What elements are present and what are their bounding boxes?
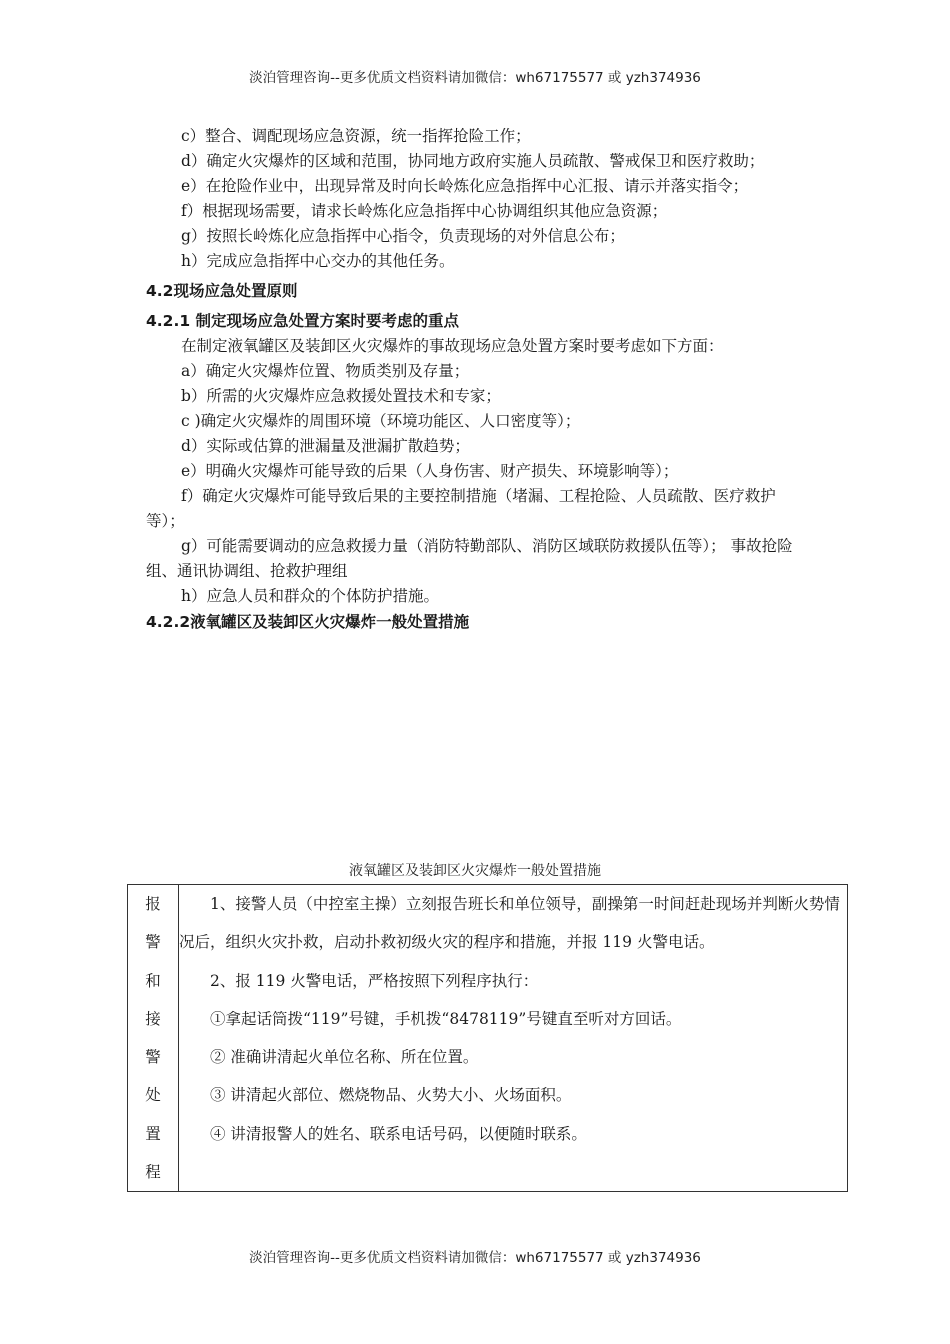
list-item: f）确定火灾爆炸可能导致后果的主要控制措施（堵漏、工程抢险、人员疏散、医疗救护等）；: [146, 487, 776, 530]
side-label-char: 接: [145, 1009, 161, 1028]
procedure-step: ④ 讲清报警人的姓名、联系电话号码，以便随时联系。: [210, 1124, 587, 1143]
document-body: [146, 124, 812, 635]
procedure-step: ①拿起话筒拨“119”号键，手机拨“8478119”号键直至听对方回话。: [210, 1009, 682, 1028]
side-label-char: 报: [145, 895, 161, 913]
side-label-cell: [128, 885, 179, 1192]
table-row: [128, 885, 848, 1192]
list-item: d）实际或估算的泄漏量及泄漏扩散趋势；: [181, 437, 470, 455]
procedure-step: ③ 讲清起火部位、燃烧物品、火势大小、火场面积。: [210, 1086, 572, 1105]
side-label-char: 程: [145, 1163, 161, 1182]
procedure-step: ② 准确讲清起火单位名称、所在位置。: [210, 1048, 479, 1067]
side-label-char: 和: [145, 971, 161, 990]
list-item: g）可能需要调动的应急救援力量（消防特勤部队、消防区域联防救援队伍等）； 事故抢险组、通讯协调组、抢救护理组: [146, 537, 793, 580]
procedure-paragraph: 2、报 119 火警电话，严格按照下列程序执行：: [210, 971, 539, 990]
section-heading-4-2-1: 4.2.1 制定现场应急处置方案时要考虑的重点: [146, 312, 460, 330]
side-label-char: 处: [145, 1086, 161, 1105]
list-item: e）明确火灾爆炸可能导致的后果（人身伤害、财产损失、环境影响等）；: [181, 462, 679, 480]
list-item: e）在抢险作业中，出现异常及时向长岭炼化应急指挥中心汇报、请示并落实指令；: [181, 177, 749, 195]
section-heading-4-2-2: 4.2.2液氧罐区及装卸区火灾爆炸一般处置措施: [146, 613, 470, 631]
list-item: h）完成应急指挥中心交办的其他任务。: [181, 252, 455, 270]
side-label-char: 置: [145, 1124, 161, 1143]
list-item: f）根据现场需要，请求长岭炼化应急指挥中心协调组织其他应急资源；: [181, 202, 668, 220]
side-label-char: 警: [145, 933, 161, 952]
list-item: c )确定火灾爆炸的周围环境（环境功能区、人口密度等）；: [181, 412, 581, 430]
procedure-paragraph: 1、接警人员（中控室主操）立刻报告班长和单位领导，副操第一时间赶赴现场并判断火势情况后，组织火灾扑救，启动扑救初级火灾的程序和措施，并报 119 火警电话。: [179, 895, 840, 952]
list-item: c）整合、调配现场应急资源，统一指挥抢险工作；: [181, 127, 531, 145]
list-item: h）应急人员和群众的个体防护措施。: [181, 587, 439, 605]
table-caption: 液氧罐区及装卸区火灾爆炸一般处置措施: [349, 863, 601, 879]
list-item: d）确定火灾爆炸的区域和范围，协同地方政府实施人员疏散、警戒保卫和医疗救助；: [181, 152, 765, 170]
section-heading-4-2: 4.2现场应急处置原则: [146, 282, 298, 300]
page-header: 淡泊管理咨询--更多优质文档资料请加微信：wh67175577 或 yzh374936: [249, 70, 701, 86]
page-footer: 淡泊管理咨询--更多优质文档资料请加微信：wh67175577 或 yzh374936: [249, 1250, 701, 1266]
intro-paragraph: 在制定液氧罐区及装卸区火灾爆炸的事故现场应急处置方案时要考虑如下方面：: [181, 337, 724, 355]
list-item: b）所需的火灾爆炸应急救援处置技术和专家；: [181, 387, 501, 405]
list-item: a）确定火灾爆炸位置、物质类别及存量；: [181, 362, 470, 380]
side-label-char: 警: [145, 1048, 161, 1067]
procedure-table: [127, 884, 848, 1192]
procedure-content-cell: [179, 885, 848, 1192]
list-item: g）按照长岭炼化应急指挥中心指令，负责现场的对外信息公布；: [181, 227, 625, 245]
